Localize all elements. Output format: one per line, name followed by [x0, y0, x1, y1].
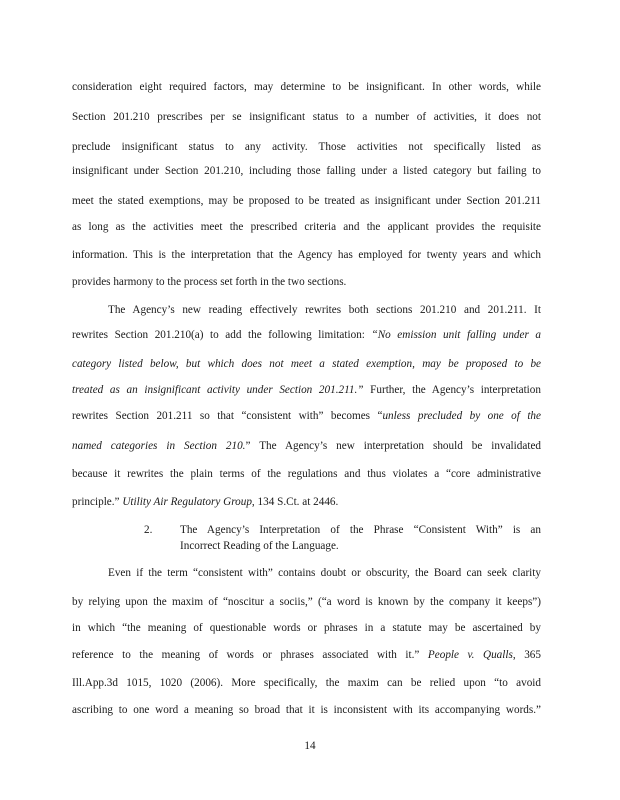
- paragraph1-line-4: insignificant under Section 201.210, including those falling under a listed category but failing to: [72, 165, 541, 177]
- section-heading-line-2: Incorrect Reading of the Language.: [180, 540, 339, 552]
- paragraph1-line-7: information. This is the interpretation that the Agency has employed for twenty years and which: [72, 249, 541, 261]
- paragraph1-line-3: preclude insignificant status to any activity. Those activities not specifically listed as: [72, 141, 541, 153]
- paragraph2-line-8: principle.” Utility Air Regulatory Group, 134 S.Ct. at 2446.: [72, 496, 339, 508]
- paragraph1-line-6: as long as the activities meet the prescribed criteria and the applicant provides the requisite: [72, 221, 541, 233]
- page-number: 14: [304, 740, 316, 752]
- paragraph2-line-7: because it rewrites the plain terms of the regulations and thus violates a “core administrative: [72, 468, 541, 480]
- paragraph1-line-8: provides harmony to the process set forth in the two sections.: [72, 276, 347, 288]
- paragraph2-line-3: category listed below, but which does not meet a stated exemption, may be proposed to be: [72, 358, 541, 370]
- section-heading-line-1: The Agency’s Interpretation of the Phrase “Consistent With” is an: [180, 524, 541, 536]
- paragraph1-line-2: Section 201.210 prescribes per se insignificant status to a number of activities, it does not: [72, 111, 541, 123]
- paragraph2-line-1: The Agency’s new reading effectively rewrites both sections 201.210 and 201.211. It: [108, 304, 541, 316]
- paragraph2-line-6: named categories in Section 210.” The Agency’s new interpretation should be invalidated: [72, 440, 542, 452]
- paragraph3-line-4: reference to the meaning of words or phrases associated with it.” People v. Qualls, 365: [72, 649, 541, 661]
- section-heading-number: 2.: [144, 524, 153, 536]
- paragraph3-line-2: by relying upon the maxim of “noscitur a sociis,” (“a word is known by the company it keeps”): [72, 596, 541, 608]
- paragraph3-line-5: Ill.App.3d 1015, 1020 (2006). More specifically, the maxim can be relied upon “to avoid: [72, 677, 541, 689]
- paragraph3-line-6: ascribing to one word a meaning so broad that it is inconsistent with its accompanying words.”: [72, 704, 541, 716]
- paragraph2-line-4: treated as an insignificant activity under Section 201.211.” Further, the Agency’s interpretation: [72, 384, 541, 396]
- paragraph2-line-2: rewrites Section 201.210(a) to add the following limitation: “No emission unit falling under a: [72, 329, 541, 341]
- paragraph1-line-5: meet the stated exemptions, may be proposed to be treated as insignificant under Section 201.211: [72, 195, 541, 207]
- paragraph2-line-5: rewrites Section 201.211 so that “consistent with” becomes “unless precluded by one of the: [72, 410, 541, 422]
- paragraph3-line-1: Even if the term “consistent with” contains doubt or obscurity, the Board can seek clarity: [108, 567, 541, 579]
- paragraph3-line-3: in which “the meaning of questionable words or phrases in a statute may be ascertained by: [72, 622, 541, 634]
- paragraph1-line-1: consideration eight required factors, may determine to be insignificant. In other words, while: [72, 81, 541, 93]
